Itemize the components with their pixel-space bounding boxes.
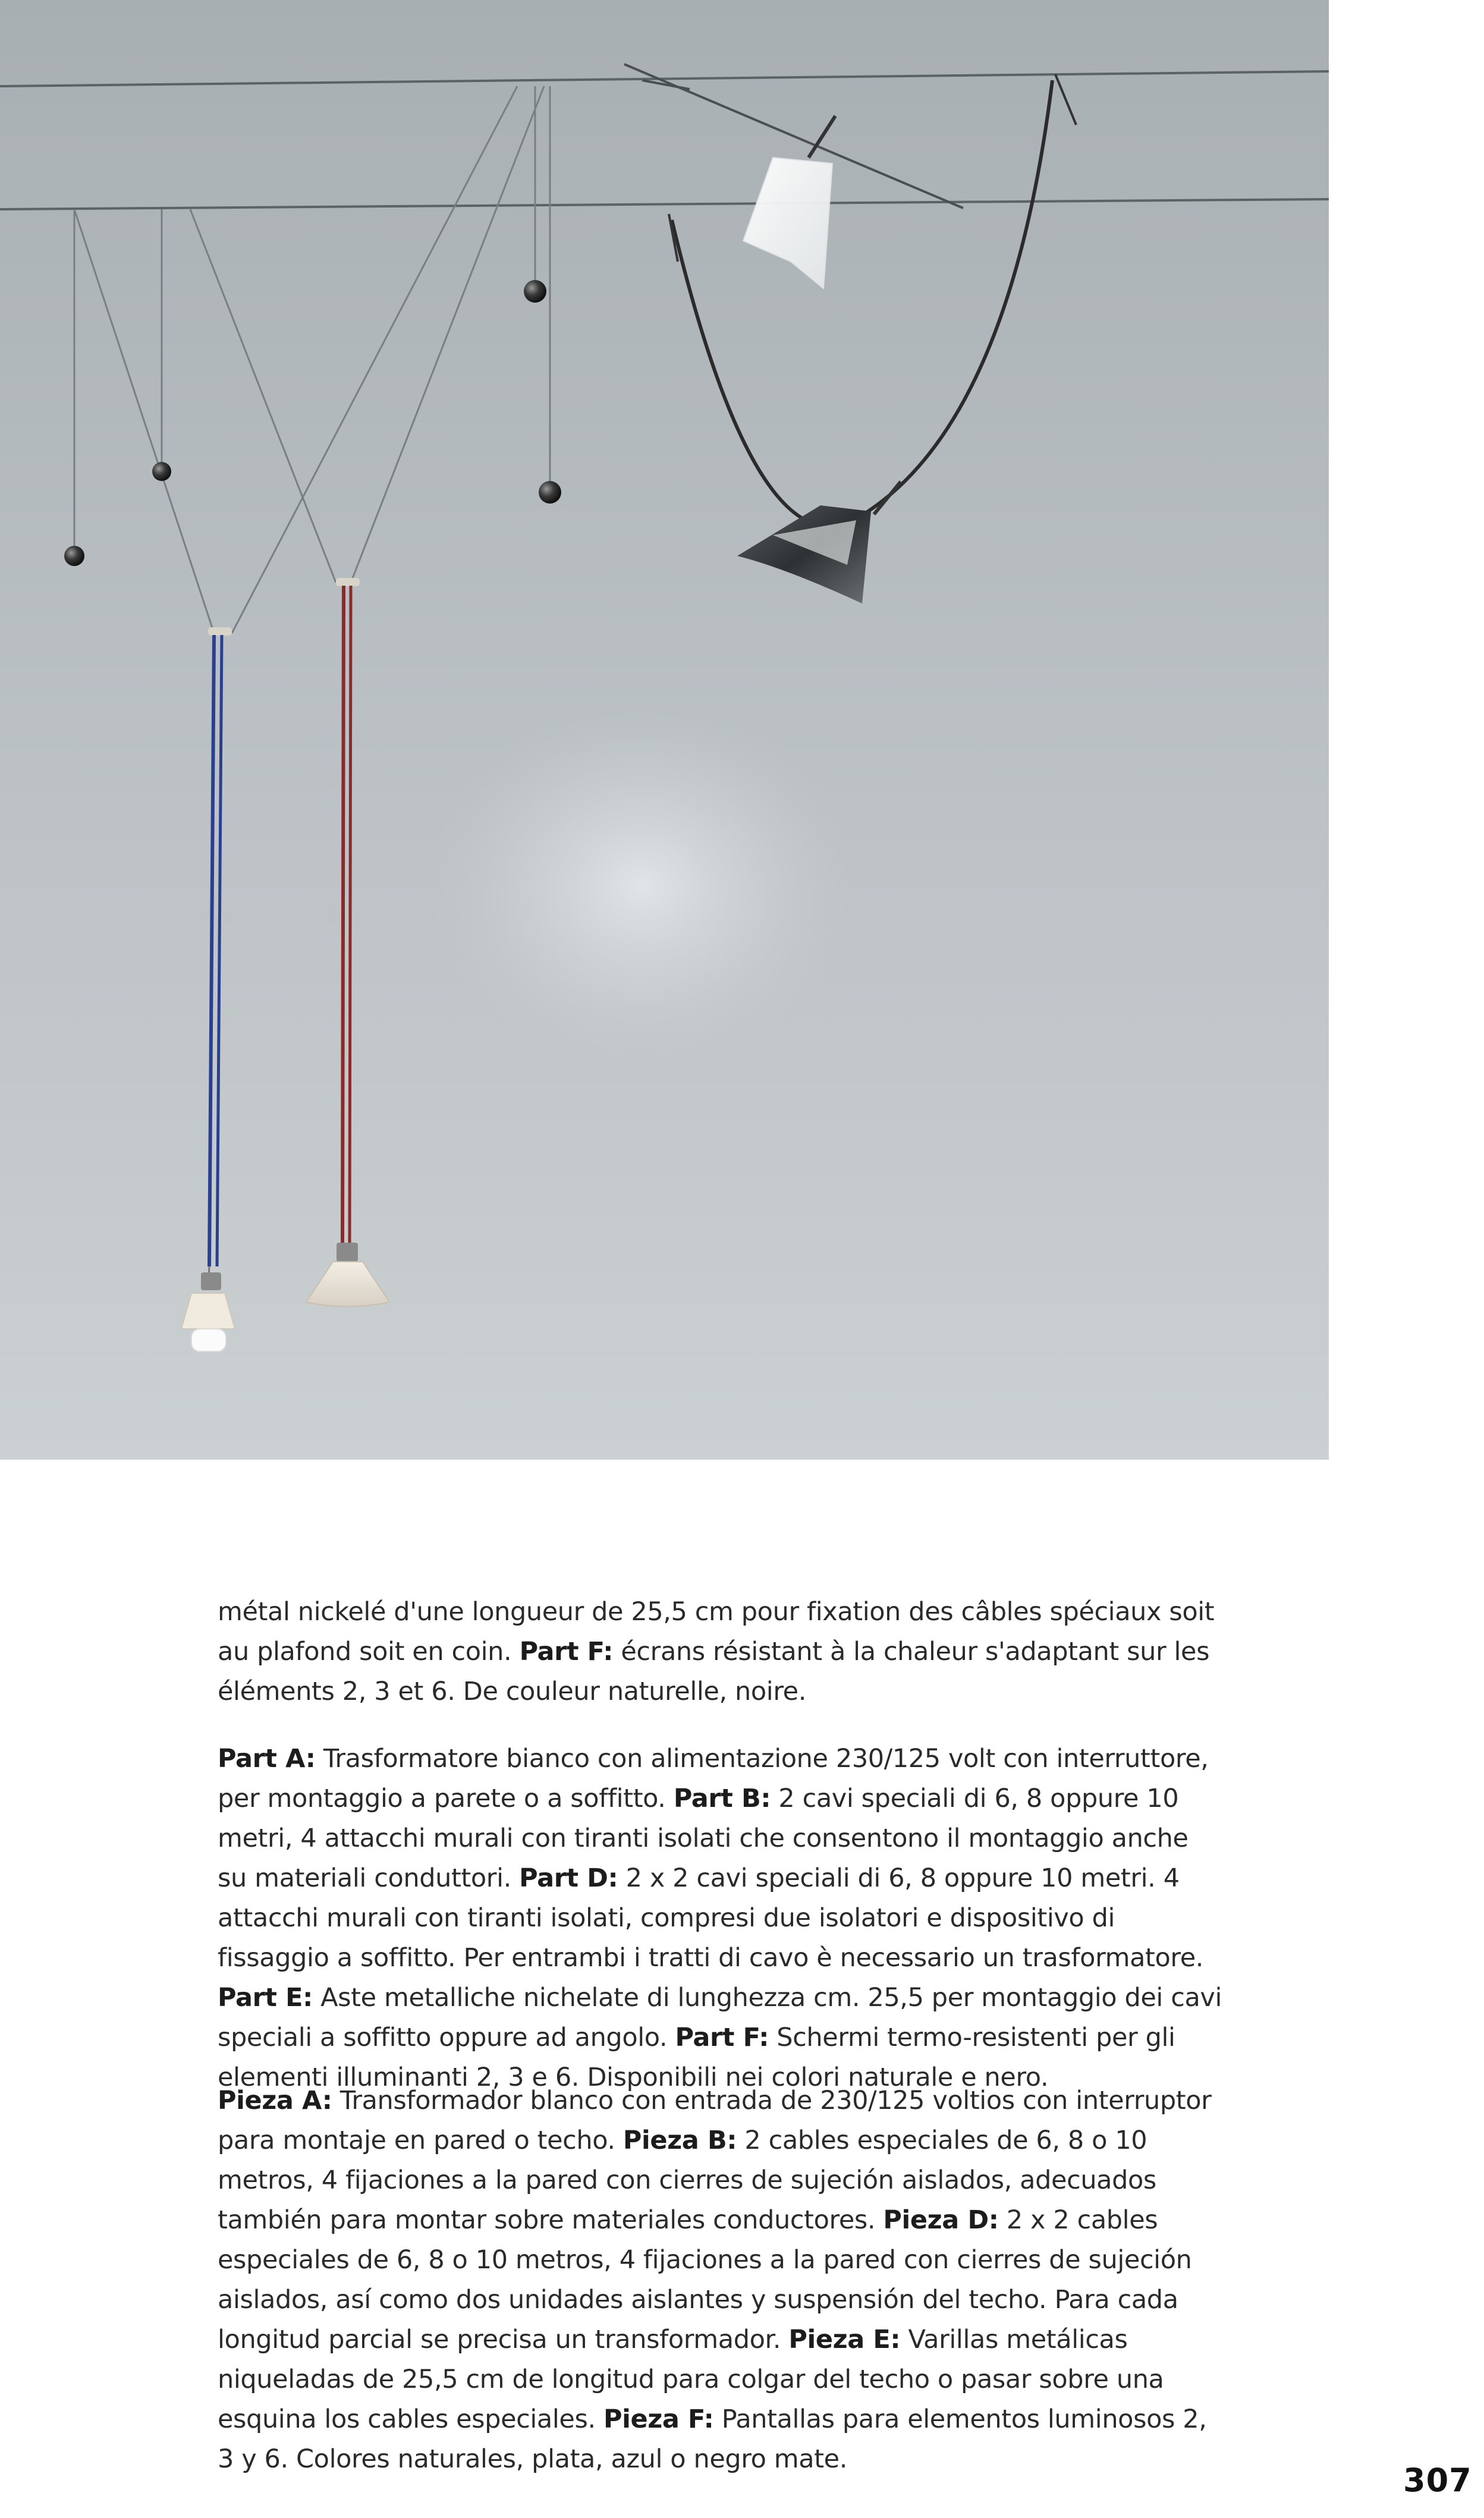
pendant-socket — [201, 1272, 221, 1290]
fitting — [336, 578, 360, 586]
text-segment: 2 x 2 cavi speciali di 6, 8 oppure 10 metri. 4 attacchi murali con tiranti isolati, compresi due isolatori e dispositivo di fissaggio a soffitto. Per entrambi i tratti di cavo è necessario un trasformatore. — [218, 1863, 1204, 1973]
part-label: Pieza B: — [622, 2126, 737, 2155]
text-segment: Varillas metálicas niqueladas de 25,5 cm de longitud para colgar del techo o pasar sobre una esquina los cables especiales. — [218, 2325, 1164, 2434]
text-segment: Aste metalliche nichelate di lunghezza cm. 25,5 per montaggio dei cavi speciali a soffitto oppure ad angolo. — [218, 1983, 1222, 2052]
text-segment: métal nickelé d'une longueur de 25,5 cm pour fixation des câbles spéciaux soit au plafond soit en coin. — [218, 1597, 1215, 1667]
part-label: Part E: — [218, 1983, 313, 2013]
paragraph-italian — [218, 1739, 1222, 2098]
part-label: Pieza A: — [218, 2086, 332, 2115]
text-segment: 2 x 2 cables especiales de 6, 8 o 10 metros, 4 fijaciones a la pared con cierres de sujeción aislados, así como dos unidades aislantes y suspensión del techo. Para cada longitud parcial se precisa un transformador. — [218, 2205, 1192, 2354]
pendant-socket — [337, 1243, 358, 1262]
counterweight-ball — [539, 481, 561, 504]
part-label: Pieza F: — [603, 2404, 714, 2434]
text-segment: Pantallas para elementos luminosos 2, 3 y 6. Colores naturales, plata, azul o negro mate. — [218, 2404, 1207, 2474]
text-segment: 2 cavi speciali di 6, 8 oppure 10 metri, 4 attacchi murali con tiranti isolati che consentono il montaggio anche su materiali conduttori. — [218, 1784, 1189, 1893]
part-label: Part B: — [673, 1784, 771, 1813]
paragraph-spanish — [218, 2081, 1222, 2479]
red-cable — [350, 586, 351, 1243]
text-segment: Transformador blanco con entrada de 230/125 voltios con interruptor para montaje en pared o techo. — [218, 2086, 1212, 2155]
wall-light-glow — [428, 702, 856, 1070]
red-cable — [342, 586, 344, 1243]
part-label: Pieza E: — [788, 2325, 901, 2354]
counterweight-ball — [64, 546, 84, 566]
paragraph-french — [218, 1592, 1222, 1712]
part-label: Pieza D: — [883, 2205, 999, 2235]
part-label: Part A: — [218, 1744, 316, 1774]
small-glass-shade — [181, 1293, 235, 1329]
small-glass-bulb — [191, 1329, 226, 1351]
fitting — [208, 627, 232, 636]
counterweight-ball — [152, 462, 171, 481]
text-segment: écrans résistant à la chaleur s'adaptant sur les éléments 2, 3 et 6. De couleur naturelle, noire. — [218, 1637, 1210, 1706]
page-number: 307 — [1403, 2462, 1472, 2499]
text-segment: 2 cables especiales de 6, 8 o 10 metros, 4 fijaciones a la pared con cierres de sujeción aislados, adecuados también para montar sobre materiales conductores. — [218, 2126, 1156, 2235]
part-label: Part F: — [519, 1637, 614, 1667]
part-label: Part D: — [519, 1863, 618, 1893]
part-label: Part F: — [675, 2023, 769, 2052]
counterweight-ball — [524, 280, 546, 303]
text-segment: Trasformatore bianco con alimentazione 230/125 volt con interruttore, per montaggio a parete o a soffitto. — [218, 1744, 1209, 1813]
text-segment: Schermi termo-resistenti per gli elementi illuminanti 2, 3 e 6. Disponibili nei colori naturale e nero. — [218, 2023, 1175, 2092]
